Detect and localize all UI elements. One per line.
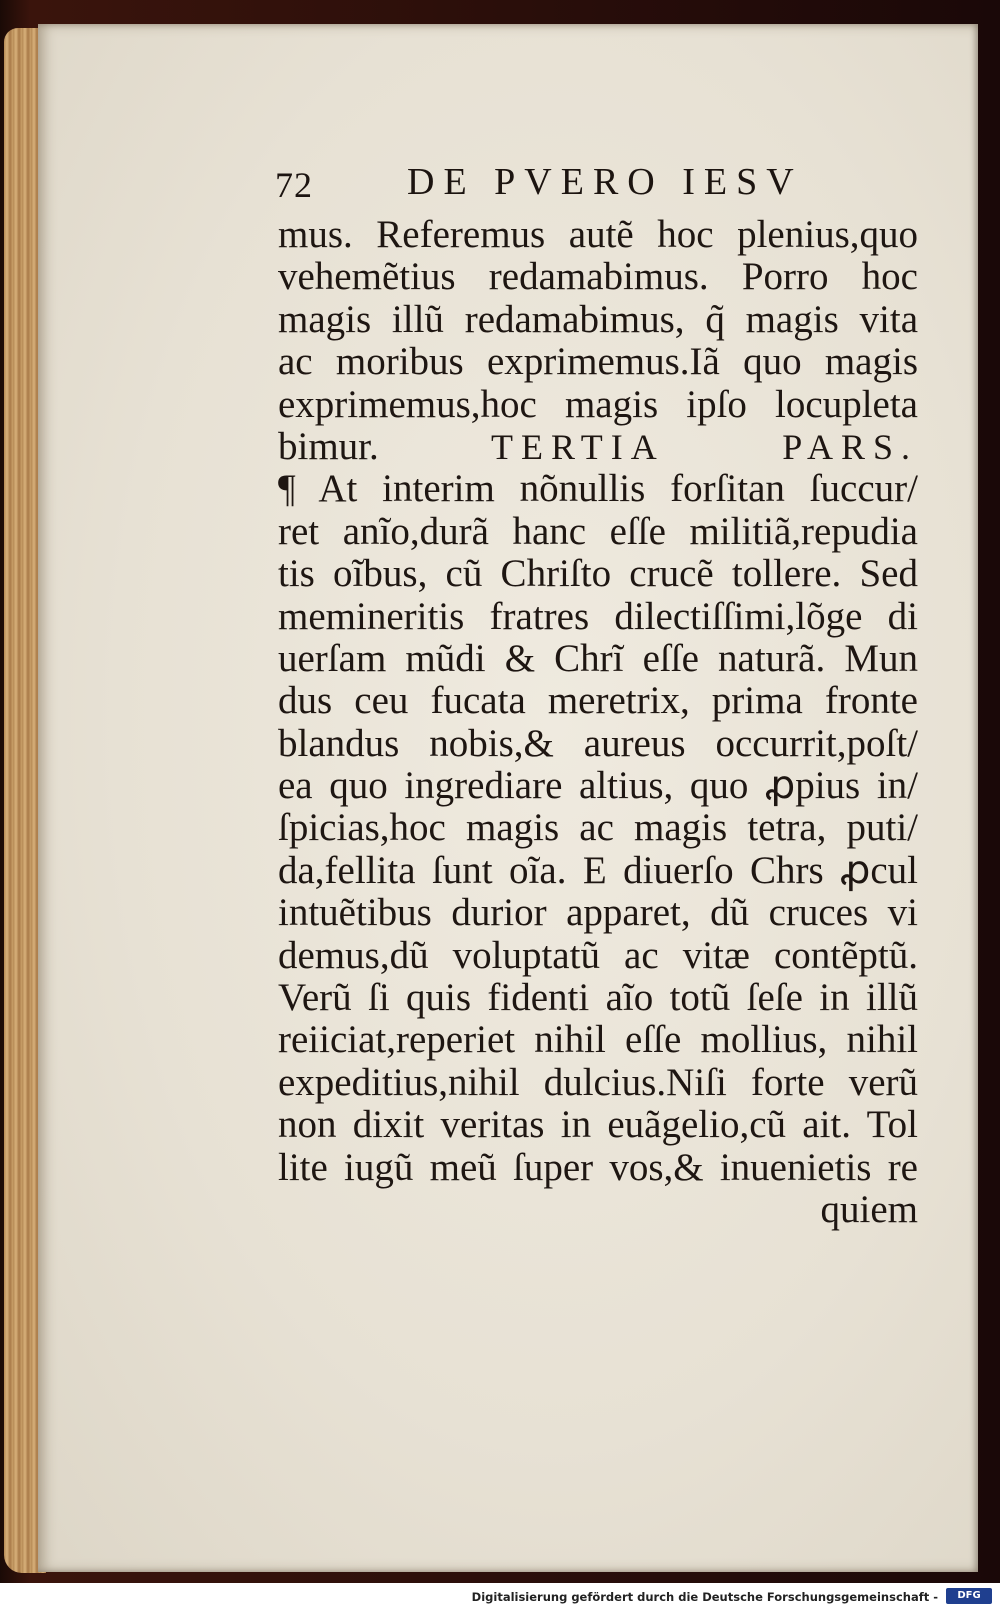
text-line: exprimemus,hoc magis ipſo locupleta (278, 382, 918, 426)
text-line: Verũ ſi quis fidenti aĩo totũ ſeſe in illũ (278, 976, 918, 1020)
text-line: expeditius,nihil dulcius.Niſi forte verũ (278, 1060, 918, 1104)
text-line: demus,dũ voluptatũ ac vitæ contẽptũ. (278, 933, 918, 977)
text-line: ret anĩo,durã hanc eſſe militiã,repudia (278, 509, 918, 553)
text-line: non dixit veritas in euãgelio,cũ ait. Tol (278, 1103, 918, 1147)
digitization-footer (0, 1583, 1000, 1611)
funding-credit: Digitalisierung gefördert durch die Deutsche Forschungsgemeinschaft - (471, 1590, 938, 1604)
text-line: tis oĩbus, cũ Chriſto crucẽ tollere. Sed (278, 552, 918, 596)
text-block (278, 214, 918, 1231)
text-line: ¶ At interim nõnullis forſitan ſuccur/ (278, 467, 918, 511)
section-line (278, 426, 918, 468)
text-line: magis illũ redamabimus, q̃ magis vita (278, 297, 918, 341)
text-line: lite iugũ meũ ſuper vos,& inuenietis re (278, 1145, 918, 1189)
text-line: ſpicias,hoc magis ac magis tetra, puti/ (278, 806, 918, 850)
running-title: DE PVERO IESV (407, 161, 803, 203)
text-line: vehemẽtius redamabimus. Porro hoc (278, 255, 918, 299)
text-line: uerſam mũdi & Chrĩ eſſe naturã. Mun (278, 636, 918, 680)
text-line: mus. Referemus autẽ hoc plenius,quo (278, 213, 918, 256)
text-line: da,fellita ſunt oĩa. E diuerſo Chrs ꝓcul (278, 848, 918, 892)
text-line: memineritis fratres dilectiſſimi,lõge di (278, 594, 918, 638)
page-header (275, 160, 875, 208)
dfg-logo: DFG (946, 1588, 992, 1604)
text-line-end: bimur. (278, 424, 379, 468)
text-line: reiiciat,reperiet nihil eſſe mollius, nihil (278, 1018, 918, 1062)
page-number: 72 (275, 165, 313, 205)
text-line: ac moribus exprimemus.Iã quo magis (278, 340, 918, 384)
catchword: quiem (820, 1187, 918, 1231)
section-heading: TERTIA PARS. (490, 426, 918, 467)
text-line: dus ceu fucata meretrix, prima fronte (278, 679, 918, 723)
text-line: blandus nobis,& aureus occurrit,poſt/ (278, 721, 918, 765)
text-line: ea quo ingrediare altius, quo ꝓpius in/ (278, 764, 918, 808)
text-line: intuẽtibus durior apparet, dũ cruces vi (278, 891, 918, 935)
